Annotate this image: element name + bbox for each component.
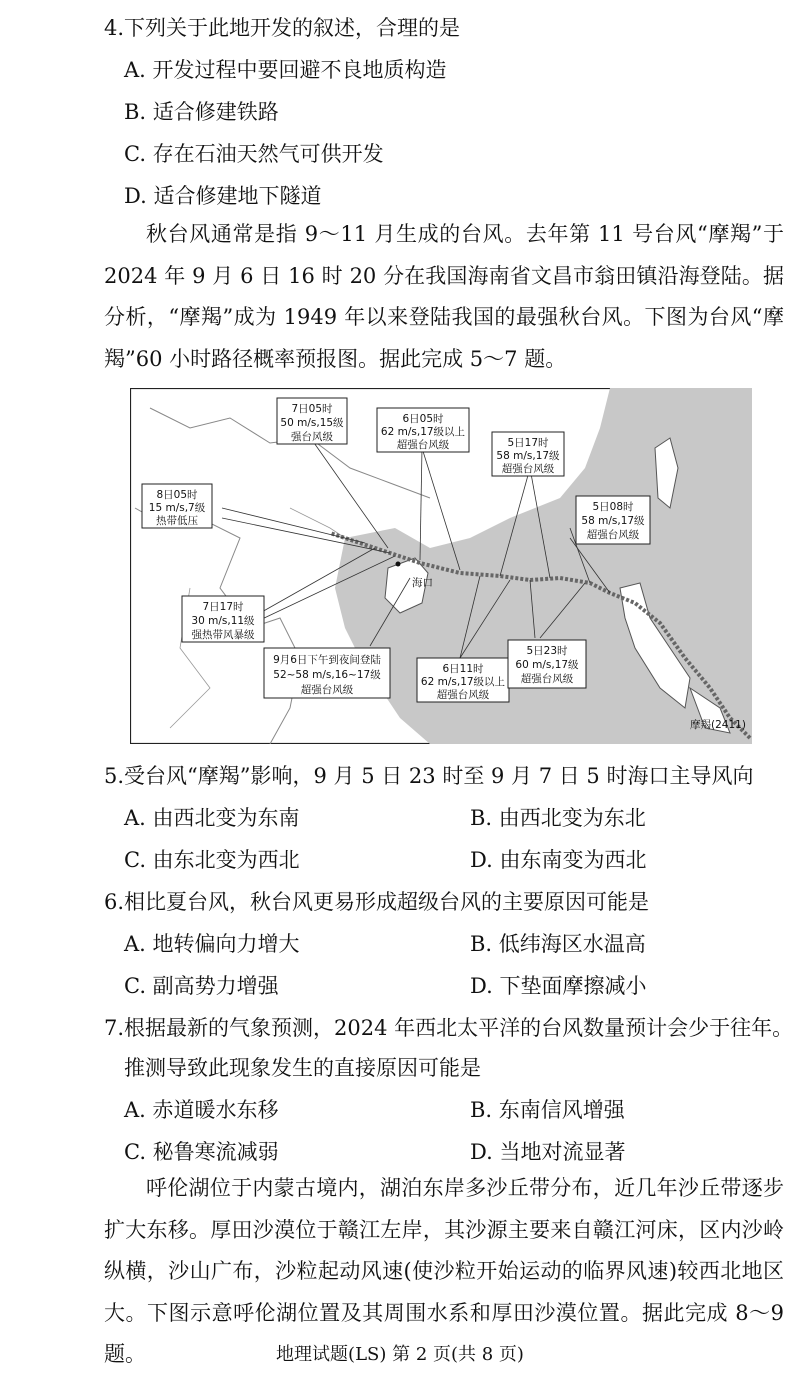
svg-text:强热带风暴级: 强热带风暴级	[191, 629, 255, 641]
q6-stem: 6.相比夏台风，秋台风更易形成超级台风的主要原因可能是	[104, 890, 650, 914]
q7-stem: 7.根据最新的气象预测，2024 年西北太平洋的台风数量预计会少于往年。	[104, 1016, 794, 1040]
svg-text:5日17时: 5日17时	[507, 437, 549, 449]
passage-typhoon: 秋台风通常是指 9～11 月生成的台风。去年第 11 号台风“摩羯”于 2024 年 9 月 6 日 16 时 20 分在我国海南省文昌市翁田镇沿海登陆。据分析，“摩羯”成为 1949 年以来登陆我国的最强秋台风。下图为台风“摩羯”60 小时路径概率预报图。据此完成 5～7 题。	[104, 222, 784, 371]
map-label-7d17	[182, 596, 264, 642]
svg-text:热带低压: 热带低压	[156, 515, 198, 527]
q7-option-c: C. 秘鲁寒流减弱	[124, 1140, 279, 1164]
q6-option-a: A. 地转偏向力增大	[124, 932, 300, 956]
svg-text:58 m/s,17级: 58 m/s,17级	[496, 450, 560, 462]
q4-stem: 4.下列关于此地开发的叙述，合理的是	[104, 16, 461, 40]
svg-text:超强台风级: 超强台风级	[396, 439, 450, 451]
map-label-6d05	[377, 408, 469, 452]
svg-text:超强台风级: 超强台风级	[436, 689, 490, 701]
q5-option-d: D. 由东南变为西北	[470, 848, 647, 872]
haikou-label: 海口	[412, 577, 433, 589]
q7-option-b: B. 东南信风增强	[470, 1098, 625, 1122]
svg-text:62 m/s,17级以上: 62 m/s,17级以上	[420, 676, 506, 688]
svg-text:15 m/s,7级: 15 m/s,7级	[148, 502, 206, 514]
q7-option-a: A. 赤道暖水东移	[124, 1098, 279, 1122]
page-footer: 地理试题(LS) 第 2 页(共 8 页)	[276, 1344, 524, 1365]
q4-option-a: A. 开发过程中要回避不良地质构造	[124, 58, 447, 82]
q4-option-d: D. 适合修建地下隧道	[124, 184, 322, 208]
svg-text:强台风级: 强台风级	[291, 431, 333, 443]
svg-text:超强台风级: 超强台风级	[501, 463, 555, 475]
q5-option-c: C. 由东北变为西北	[124, 848, 300, 872]
q5-option-a: A. 由西北变为东南	[124, 806, 300, 830]
svg-text:7日05时: 7日05时	[291, 403, 333, 415]
svg-text:9月6日下午到夜间登陆: 9月6日下午到夜间登陆	[273, 654, 381, 666]
typhoon-id-label: 摩羯(2411)	[690, 719, 746, 731]
svg-text:62 m/s,17级以上: 62 m/s,17级以上	[380, 426, 466, 438]
q5-option-b: B. 由西北变为东北	[470, 806, 646, 830]
map-label-landfall	[264, 648, 390, 698]
q5-stem: 5.受台风“摩羯”影响，9 月 5 日 23 时至 9 月 7 日 5 时海口主导风向	[104, 764, 754, 788]
svg-text:52~58 m/s,16~17级: 52~58 m/s,16~17级	[273, 669, 381, 681]
map-label-8d05	[142, 484, 212, 528]
map-label-6d11	[417, 658, 509, 702]
svg-text:30 m/s,11级: 30 m/s,11级	[191, 615, 255, 627]
svg-text:8日05时: 8日05时	[156, 489, 198, 501]
svg-text:6日05时: 6日05时	[402, 413, 444, 425]
map-label-5d23	[508, 640, 586, 688]
svg-text:5日08时: 5日08时	[592, 501, 634, 513]
map-label-5d08	[576, 496, 650, 544]
map-label-7d05	[277, 398, 347, 444]
map-label-5d17	[492, 432, 564, 476]
q7-option-d: D. 当地对流显著	[470, 1140, 626, 1164]
q6-option-b: B. 低纬海区水温高	[470, 932, 646, 956]
svg-text:50 m/s,15级: 50 m/s,15级	[280, 417, 344, 429]
svg-text:超强台风级: 超强台风级	[586, 529, 640, 541]
typhoon-track-map	[130, 388, 752, 744]
svg-text:7日17时: 7日17时	[202, 601, 244, 613]
svg-text:5日23时: 5日23时	[526, 645, 568, 657]
svg-text:60 m/s,17级: 60 m/s,17级	[515, 659, 579, 671]
q6-option-d: D. 下垫面摩擦减小	[470, 974, 647, 998]
svg-text:58 m/s,17级: 58 m/s,17级	[581, 515, 645, 527]
svg-text:超强台风级: 超强台风级	[520, 673, 574, 685]
q6-option-c: C. 副高势力增强	[124, 974, 279, 998]
q4-option-b: B. 适合修建铁路	[124, 100, 279, 124]
svg-text:6日11时: 6日11时	[442, 663, 484, 675]
q4-option-c: C. 存在石油天然气可供开发	[124, 142, 384, 166]
q7-stem-continued: 推测导致此现象发生的直接原因可能是	[124, 1056, 481, 1080]
haikou-marker	[396, 562, 401, 567]
passage-hulun-lake: 呼伦湖位于内蒙古境内，湖泊东岸多沙丘带分布，近几年沙丘带逐步扩大东移。厚田沙漠位于赣江左岸，其沙源主要来自赣江河床，区内沙岭纵横，沙山广布，沙粒起动风速(使沙粒开始运动的临界风速)较西北地区大。下图示意呼伦湖位置及其周围水系和厚田沙漠位置。据此完成 8～9 题。	[104, 1176, 784, 1366]
svg-text:超强台风级: 超强台风级	[300, 684, 354, 696]
